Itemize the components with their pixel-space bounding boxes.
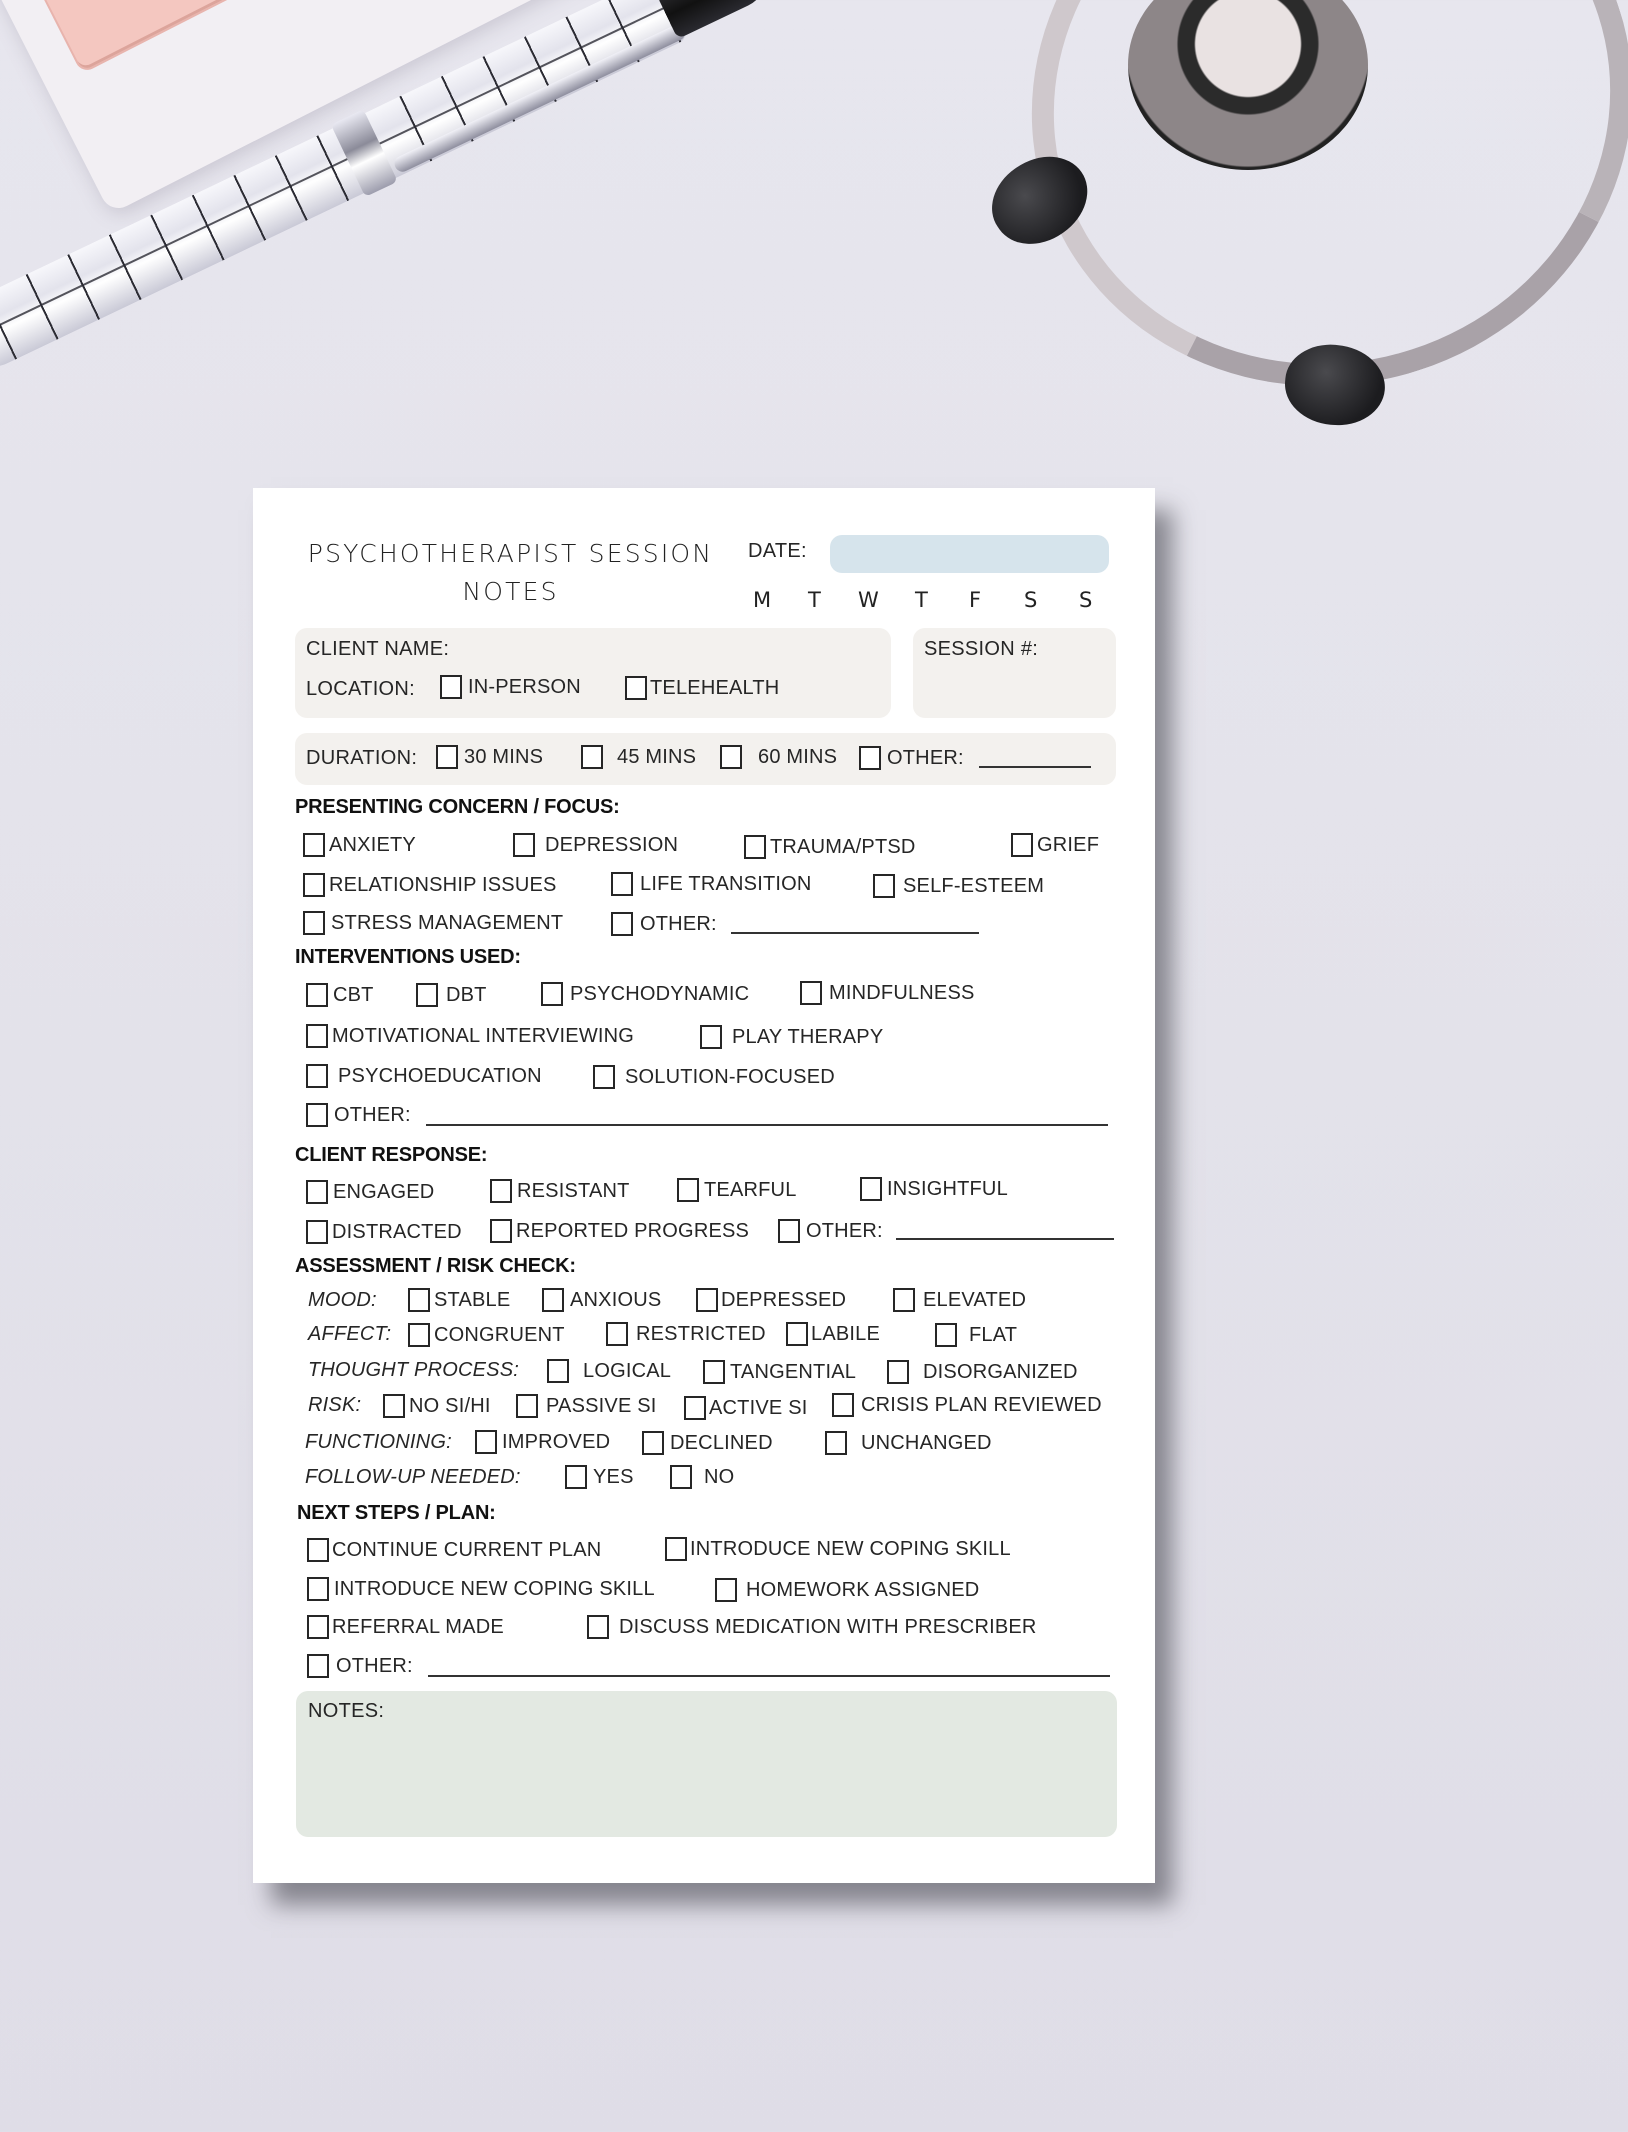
checkbox-icon[interactable] — [541, 982, 563, 1006]
checkbox-icon[interactable] — [744, 835, 766, 859]
option-label: TEARFUL — [704, 1178, 797, 1201]
next-steps-heading: NEXT STEPS / PLAN: — [297, 1502, 496, 1524]
option-label: STABLE — [434, 1288, 511, 1311]
option-label: CRISIS PLAN REVIEWED — [861, 1393, 1102, 1416]
option-label: NO — [704, 1465, 735, 1488]
day-thursday[interactable]: T — [915, 588, 928, 612]
checkbox-icon[interactable] — [893, 1288, 915, 1312]
checkbox-icon[interactable] — [306, 1024, 328, 1048]
notes-label: NOTES: — [308, 1700, 385, 1722]
checkbox-icon[interactable] — [696, 1288, 718, 1312]
intervention-other-checkbox[interactable] — [306, 1103, 411, 1127]
intervention-mindfulness-checkbox[interactable] — [800, 981, 975, 1005]
duration-label: DURATION: — [306, 747, 418, 769]
option-label: REPORTED PROGRESS — [516, 1219, 750, 1242]
checkbox-icon[interactable] — [307, 1654, 329, 1678]
option-label: OTHER: — [334, 1103, 411, 1126]
option-label: SOLUTION-FOCUSED — [625, 1065, 835, 1088]
concern-anxiety-checkbox[interactable] — [303, 833, 416, 857]
response-tearful-checkbox[interactable] — [677, 1178, 797, 1202]
mood-elevated-checkbox[interactable] — [893, 1288, 1026, 1312]
option-label: NO SI/HI — [409, 1394, 491, 1417]
option-label: 45 MINS — [617, 745, 697, 768]
option-label: CONTINUE CURRENT PLAN — [332, 1538, 602, 1561]
plan-homework-checkbox[interactable] — [715, 1578, 979, 1602]
checkbox-icon[interactable] — [677, 1178, 699, 1202]
option-label: TANGENTIAL — [730, 1360, 857, 1383]
option-label: DEPRESSION — [545, 833, 679, 856]
risk-active-si-checkbox[interactable] — [684, 1396, 808, 1420]
checkbox-icon[interactable] — [542, 1288, 564, 1312]
duration-other-checkbox[interactable] — [859, 746, 964, 770]
option-label: ANXIETY — [329, 833, 416, 856]
checkbox-icon[interactable] — [665, 1537, 687, 1561]
client-response-heading: CLIENT RESPONSE: — [295, 1144, 488, 1166]
session-notes-form — [253, 488, 1155, 1883]
concern-stress-checkbox[interactable] — [303, 911, 563, 935]
plan-other-input[interactable] — [428, 1675, 1110, 1677]
option-label: ACTIVE SI — [709, 1396, 808, 1419]
intervention-mi-checkbox[interactable] — [306, 1024, 634, 1048]
day-wednesday[interactable]: W — [858, 588, 879, 612]
checkbox-icon[interactable] — [593, 1065, 615, 1089]
risk-label: RISK: — [308, 1394, 362, 1416]
option-label: DISCUSS MEDICATION WITH PRESCRIBER — [619, 1615, 1037, 1638]
concern-life-transition-checkbox[interactable] — [611, 872, 812, 896]
checkbox-icon[interactable] — [306, 1220, 328, 1244]
checkbox-icon[interactable] — [307, 1615, 329, 1639]
checkbox-icon[interactable] — [303, 833, 325, 857]
checkbox-icon[interactable] — [684, 1396, 706, 1420]
option-label: SELF-ESTEEM — [903, 874, 1045, 897]
option-label: INTRODUCE NEW COPING SKILL — [334, 1577, 655, 1600]
option-label: MOTIVATIONAL INTERVIEWING — [332, 1024, 635, 1047]
intervention-psychoeducation-checkbox[interactable] — [306, 1064, 542, 1088]
checkbox-icon[interactable] — [720, 745, 742, 769]
intervention-solution-focused-checkbox[interactable] — [593, 1065, 835, 1089]
option-label: PSYCHODYNAMIC — [570, 982, 750, 1005]
risk-crisis-plan-checkbox[interactable] — [832, 1393, 1102, 1417]
option-label: TRAUMA/PTSD — [770, 835, 916, 858]
day-tuesday[interactable]: T — [808, 588, 821, 612]
intervention-cbt-checkbox[interactable] — [306, 983, 374, 1007]
option-label: LOGICAL — [583, 1359, 672, 1382]
response-other-input[interactable] — [896, 1238, 1114, 1240]
checkbox-icon[interactable] — [581, 745, 603, 769]
duration-45-checkbox[interactable] — [581, 745, 696, 769]
thought-tangential-checkbox[interactable] — [703, 1360, 856, 1384]
response-engaged-checkbox[interactable] — [306, 1180, 434, 1204]
checkbox-icon[interactable] — [587, 1615, 609, 1639]
risk-no-si-hi-checkbox[interactable] — [383, 1394, 491, 1418]
mood-anxious-checkbox[interactable] — [542, 1288, 661, 1312]
concern-other-checkbox[interactable] — [611, 912, 717, 936]
checkbox-icon[interactable] — [416, 983, 438, 1007]
form-title-line1: PSYCHOTHERAPIST SESSION — [307, 539, 714, 568]
affect-restricted-checkbox[interactable] — [606, 1322, 766, 1346]
checkbox-icon[interactable] — [832, 1393, 854, 1417]
option-label: OTHER: — [336, 1654, 413, 1677]
concern-self-esteem-checkbox[interactable] — [873, 874, 1044, 898]
option-label: CBT — [333, 983, 374, 1006]
checkbox-icon[interactable] — [625, 676, 647, 700]
option-label: 30 MINS — [464, 745, 544, 768]
checkbox-icon[interactable] — [436, 745, 458, 769]
option-label: UNCHANGED — [861, 1431, 992, 1454]
affect-congruent-checkbox[interactable] — [408, 1323, 565, 1347]
checkbox-icon[interactable] — [778, 1219, 800, 1243]
concern-other-input[interactable] — [731, 932, 979, 934]
option-label: RELATIONSHIP ISSUES — [329, 873, 557, 896]
option-label: DBT — [446, 983, 487, 1006]
option-label: GRIEF — [1037, 833, 1100, 856]
thought-disorganized-checkbox[interactable] — [887, 1360, 1078, 1384]
location-label: LOCATION: — [306, 678, 416, 700]
affect-labile-checkbox[interactable] — [786, 1322, 880, 1346]
date-field[interactable] — [830, 535, 1109, 573]
response-distracted-checkbox[interactable] — [306, 1220, 462, 1244]
option-label: DISORGANIZED — [923, 1360, 1078, 1383]
checkbox-icon[interactable] — [935, 1323, 957, 1347]
duration-30-checkbox[interactable] — [436, 745, 543, 769]
mood-label: MOOD: — [308, 1289, 377, 1311]
day-sunday[interactable]: S — [1079, 588, 1093, 612]
duration-other-input[interactable] — [979, 766, 1091, 768]
concern-grief-checkbox[interactable] — [1011, 833, 1099, 857]
checkbox-icon[interactable] — [670, 1465, 692, 1489]
checkbox-icon[interactable] — [307, 1538, 329, 1562]
option-label: OTHER: — [640, 912, 717, 935]
mood-depressed-checkbox[interactable] — [696, 1288, 846, 1312]
concern-trauma-checkbox[interactable] — [744, 835, 916, 859]
checkbox-icon[interactable] — [440, 675, 462, 699]
option-label: PSYCHOEDUCATION — [338, 1064, 542, 1087]
thought-process-label: THOUGHT PROCESS: — [308, 1359, 519, 1381]
checkbox-icon[interactable] — [642, 1431, 664, 1455]
intervention-play-therapy-checkbox[interactable] — [700, 1025, 883, 1049]
day-saturday[interactable]: S — [1024, 588, 1038, 612]
option-label: OTHER: — [806, 1219, 883, 1242]
date-label: DATE: — [748, 540, 807, 562]
option-label: RESTRICTED — [636, 1322, 766, 1345]
checkbox-icon[interactable] — [513, 833, 535, 857]
checkbox-icon[interactable] — [1011, 833, 1033, 857]
option-label: DECLINED — [670, 1431, 773, 1454]
checkbox-icon[interactable] — [606, 1322, 628, 1346]
option-label: PLAY THERAPY — [732, 1025, 884, 1048]
option-label: 60 MINS — [758, 745, 838, 768]
keyboard-spacebar — [33, 0, 404, 71]
functioning-label: FUNCTIONING: — [305, 1431, 452, 1453]
response-insightful-checkbox[interactable] — [860, 1177, 1008, 1201]
checkbox-icon[interactable] — [873, 874, 895, 898]
option-label: HOMEWORK ASSIGNED — [746, 1578, 980, 1601]
checkbox-icon[interactable] — [547, 1359, 569, 1383]
option-label: IN-PERSON — [468, 675, 581, 698]
checkbox-icon[interactable] — [307, 1577, 329, 1601]
plan-other-checkbox[interactable] — [307, 1654, 413, 1678]
checkbox-icon[interactable] — [611, 912, 633, 936]
response-reported-progress-checkbox[interactable] — [490, 1219, 749, 1243]
option-label: DISTRACTED — [332, 1220, 462, 1243]
option-label: PASSIVE SI — [546, 1394, 657, 1417]
duration-box — [295, 733, 1116, 785]
checkbox-icon[interactable] — [306, 1064, 328, 1088]
interventions-heading: INTERVENTIONS USED: — [295, 946, 521, 968]
checkbox-icon[interactable] — [408, 1288, 430, 1312]
option-label: ELEVATED — [923, 1288, 1027, 1311]
checkbox-icon[interactable] — [383, 1394, 405, 1418]
checkbox-icon[interactable] — [565, 1465, 587, 1489]
checkbox-icon[interactable] — [715, 1578, 737, 1602]
checkbox-icon[interactable] — [306, 1180, 328, 1204]
affect-flat-checkbox[interactable] — [935, 1323, 1017, 1347]
duration-60-checkbox[interactable] — [720, 745, 837, 769]
affect-label: AFFECT: — [308, 1323, 392, 1345]
followup-no-checkbox[interactable] — [670, 1465, 734, 1489]
checkbox-icon[interactable] — [490, 1219, 512, 1243]
checkbox-icon[interactable] — [516, 1394, 538, 1418]
thought-logical-checkbox[interactable] — [547, 1359, 671, 1383]
form-title-line2: NOTES — [462, 577, 559, 606]
concern-depression-checkbox[interactable] — [513, 833, 678, 857]
checkbox-icon[interactable] — [703, 1360, 725, 1384]
functioning-unchanged-checkbox[interactable] — [825, 1431, 992, 1455]
option-label: MINDFULNESS — [829, 981, 975, 1004]
option-label: TELEHEALTH — [650, 676, 780, 699]
functioning-improved-checkbox[interactable] — [475, 1430, 610, 1454]
followup-yes-checkbox[interactable] — [565, 1465, 634, 1489]
checkbox-icon[interactable] — [800, 981, 822, 1005]
checkbox-icon[interactable] — [859, 746, 881, 770]
location-in-person-checkbox[interactable] — [440, 675, 581, 699]
followup-label: FOLLOW-UP NEEDED: — [305, 1466, 521, 1488]
checkbox-icon[interactable] — [303, 911, 325, 935]
day-monday[interactable]: M — [753, 588, 772, 612]
plan-referral-checkbox[interactable] — [307, 1615, 504, 1639]
plan-medication-checkbox[interactable] — [587, 1615, 1037, 1639]
session-number-label: SESSION #: — [924, 638, 1039, 660]
option-label: STRESS MANAGEMENT — [331, 911, 564, 934]
option-label: CONGRUENT — [434, 1323, 565, 1346]
checkbox-icon[interactable] — [408, 1323, 430, 1347]
concern-relationship-checkbox[interactable] — [303, 873, 557, 897]
option-label: LABILE — [811, 1322, 881, 1345]
option-label: OTHER: — [887, 746, 964, 769]
functioning-declined-checkbox[interactable] — [642, 1431, 773, 1455]
option-label: RESISTANT — [517, 1179, 630, 1202]
option-label: ANXIOUS — [570, 1288, 662, 1311]
presenting-concern-heading: PRESENTING CONCERN / FOCUS: — [295, 796, 620, 818]
intervention-other-input[interactable] — [426, 1124, 1108, 1126]
option-label: FLAT — [969, 1323, 1018, 1346]
checkbox-icon[interactable] — [303, 873, 325, 897]
day-friday[interactable]: F — [969, 588, 982, 612]
checkbox-icon[interactable] — [825, 1431, 847, 1455]
plan-coping-skill-2-checkbox[interactable] — [307, 1577, 655, 1601]
checkbox-icon[interactable] — [306, 983, 328, 1007]
notes-area[interactable] — [296, 1691, 1117, 1837]
checkbox-icon[interactable] — [611, 872, 633, 896]
client-name-label: CLIENT NAME: — [306, 638, 450, 660]
option-label: DEPRESSED — [721, 1288, 847, 1311]
checkbox-icon[interactable] — [860, 1177, 882, 1201]
checkbox-icon[interactable] — [887, 1360, 909, 1384]
intervention-psychodynamic-checkbox[interactable] — [541, 982, 749, 1006]
plan-continue-checkbox[interactable] — [307, 1538, 601, 1562]
assessment-heading: ASSESSMENT / RISK CHECK: — [295, 1255, 576, 1277]
location-telehealth-checkbox[interactable] — [625, 676, 779, 700]
plan-coping-skill-checkbox[interactable] — [665, 1537, 1011, 1561]
checkbox-icon[interactable] — [700, 1025, 722, 1049]
risk-passive-si-checkbox[interactable] — [516, 1394, 657, 1418]
option-label: IMPROVED — [502, 1430, 611, 1453]
mood-stable-checkbox[interactable] — [408, 1288, 510, 1312]
checkbox-icon[interactable] — [490, 1179, 512, 1203]
option-label: ENGAGED — [333, 1180, 435, 1203]
checkbox-icon[interactable] — [306, 1103, 328, 1127]
option-label: REFERRAL MADE — [332, 1615, 504, 1638]
response-resistant-checkbox[interactable] — [490, 1179, 630, 1203]
option-label: YES — [593, 1465, 634, 1488]
option-label: INSIGHTFUL — [887, 1177, 1008, 1200]
intervention-dbt-checkbox[interactable] — [416, 983, 487, 1007]
client-name-field[interactable] — [453, 634, 873, 664]
response-other-checkbox[interactable] — [778, 1219, 883, 1243]
checkbox-icon[interactable] — [786, 1322, 808, 1346]
option-label: INTRODUCE NEW COPING SKILL — [690, 1537, 1011, 1560]
checkbox-icon[interactable] — [475, 1430, 497, 1454]
option-label: LIFE TRANSITION — [640, 872, 812, 895]
